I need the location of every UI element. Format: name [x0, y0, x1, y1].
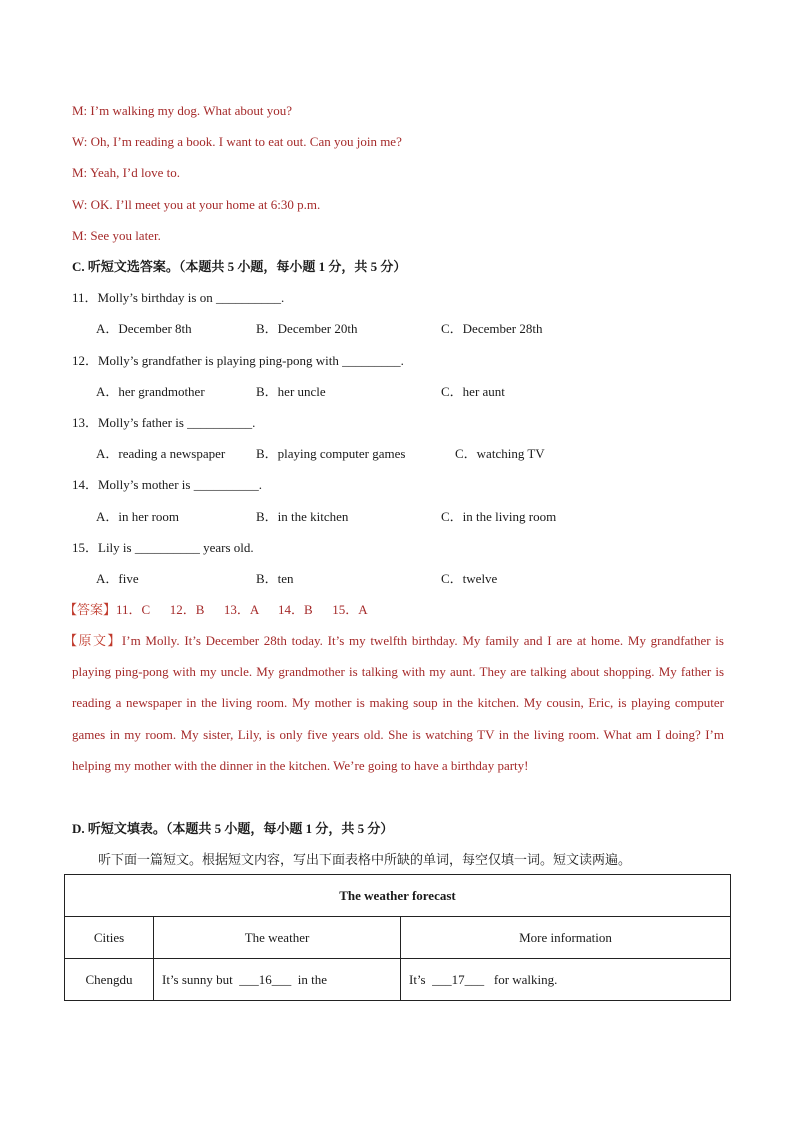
q12-option-b: B．her uncle	[256, 384, 326, 399]
cell-city-chengdu: Chengdu	[65, 959, 154, 1001]
question-15: 15．Lily is __________ years old.	[72, 540, 254, 555]
q13-option-b: B．playing computer games	[256, 446, 406, 461]
dialogue-line-3: M: Yeah, I’d love to.	[72, 165, 180, 180]
cell-weather-chengdu: It’s sunny but ___16___ in the	[154, 959, 401, 1001]
dialogue-line-1: M: I’m walking my dog. What about you?	[72, 103, 293, 118]
q11-option-a: A．December 8th	[96, 321, 192, 336]
dialogue-line-4: W: OK. I’ll meet you at your home at 6:30 p.m.	[72, 197, 321, 212]
q15-option-b: B．ten	[256, 571, 294, 586]
q14-option-c: C．in the living room	[441, 509, 557, 524]
question-11: 11．Molly’s birthday is on __________.	[72, 290, 285, 305]
q14-option-b: B．in the kitchen	[256, 509, 349, 524]
header-cities: Cities	[65, 917, 154, 959]
section-c-heading: C. 听短文选答案。（本题共 5 小题，每小题 1 分，共 5 分）	[72, 259, 407, 274]
cell-info-chengdu: It’s ___17___ for walking.	[401, 959, 731, 1001]
q15-option-a: A．five	[96, 571, 139, 586]
header-more-info: More information	[401, 917, 731, 959]
q13-option-a: A．reading a newspaper	[96, 446, 226, 461]
dialogue-line-2: W: Oh, I’m reading a book. I want to eat out. Can you join me?	[72, 134, 402, 149]
section-d-heading: D. 听短文填表。（本题共 5 小题，每小题 1 分，共 5 分）	[72, 821, 394, 836]
question-13: 13．Molly’s father is __________.	[72, 415, 256, 430]
answer-label: 【答案】	[64, 602, 117, 617]
question-14: 14．Molly’s mother is __________.	[72, 477, 262, 492]
q12-option-c: C．her aunt	[441, 384, 505, 399]
q11-option-b: B．December 20th	[256, 321, 358, 336]
original-label: 【原文】	[64, 633, 122, 648]
header-weather: The weather	[154, 917, 401, 959]
q14-option-a: A．in her room	[96, 509, 180, 524]
section-d-instruction: 听下面一篇短文。根据短文内容，写出下面表格中所缺的单词，每空仅填一词。短文读两遍。	[98, 852, 632, 867]
question-12: 12．Molly’s grandfather is playing ping-pong with _________.	[72, 353, 404, 368]
answer-values: 11．C 12．B 13．A 14．B 15．A	[116, 602, 368, 617]
original-text: I’m Molly. It’s December 28th today. It’s my twelfth birthday. My family and I are at home. My grandfather is playing ping-pong with my uncle. My grandmother is talking with my aunt. They are talking about shopping. My father is reading a newspaper in the living room. My mother is making soup in the kitchen. My cousin, Eric, is playing computer games in my room. My sister, Lily, is only five years old. She is watching TV in the living room. What am I doing? I’m helping my mother with the dinner in the kitchen. We’re going to have a birthday party!	[72, 633, 724, 773]
dialogue-line-5: M: See you later.	[72, 228, 161, 243]
original-text-paragraph	[64, 625, 724, 781]
q15-option-c: C．twelve	[441, 571, 498, 586]
q13-option-c: C．watching TV	[455, 446, 545, 461]
answer-line	[64, 601, 368, 619]
q12-option-a: A．her grandmother	[96, 384, 205, 399]
table-title: The weather forecast	[65, 875, 731, 917]
q11-option-c: C．December 28th	[441, 321, 543, 336]
weather-forecast-table	[64, 874, 731, 1001]
